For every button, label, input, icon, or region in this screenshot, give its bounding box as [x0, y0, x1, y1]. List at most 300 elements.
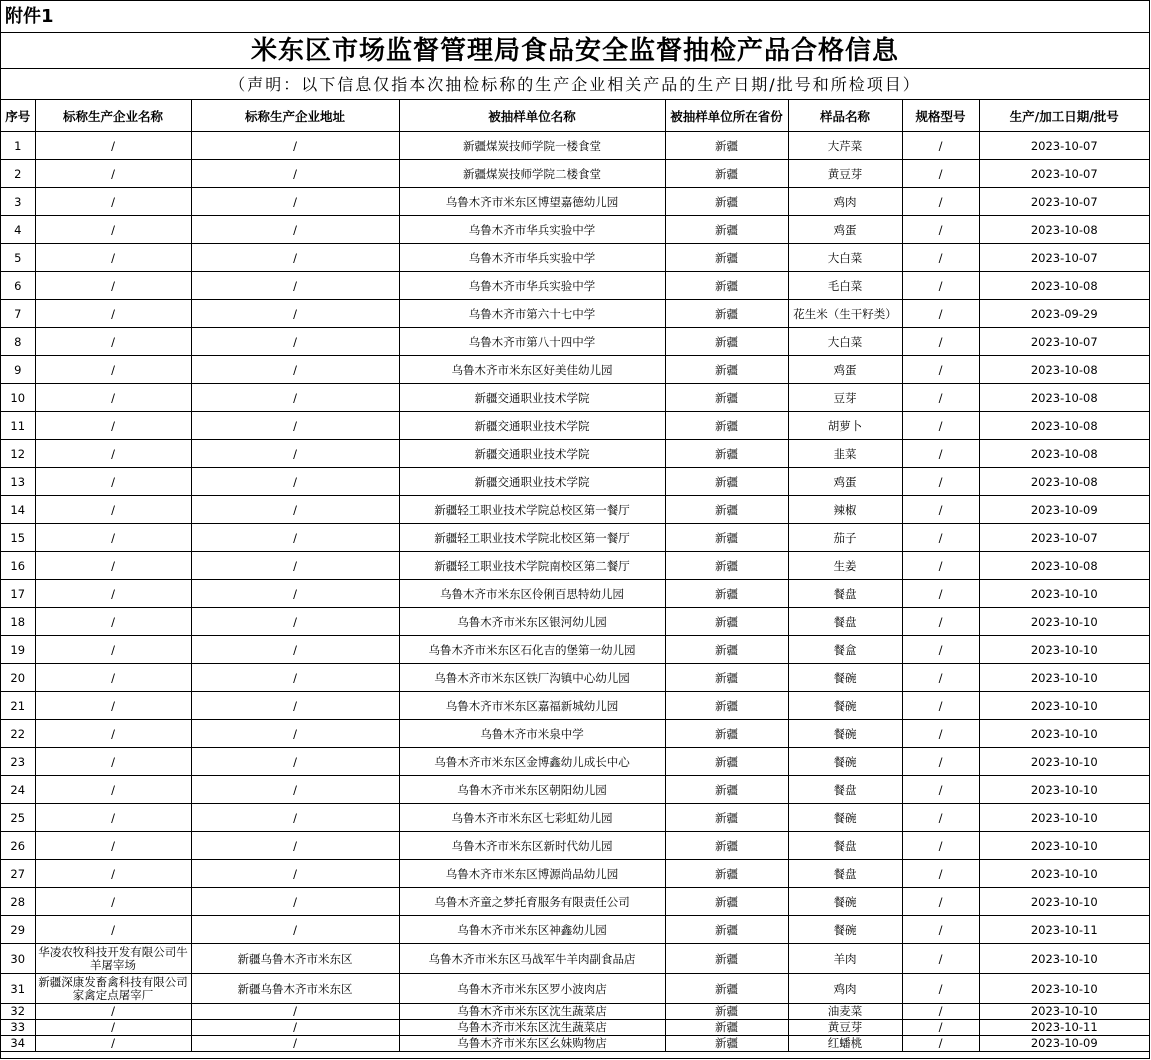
- cell-producer-name: /: [35, 860, 191, 888]
- cell-province: 新疆: [665, 776, 788, 804]
- cell-province: 新疆: [665, 832, 788, 860]
- cell-spec: /: [902, 384, 979, 412]
- cell-production-date: 2023-10-07: [979, 524, 1149, 552]
- cell-sampled-unit: 乌鲁木齐市米东区沈生蔬菜店: [399, 1004, 665, 1020]
- cell-sampled-unit: 乌鲁木齐市米东区好美佳幼儿园: [399, 356, 665, 384]
- table-row: [1, 580, 1149, 608]
- cell-row-index: 2: [1, 160, 35, 188]
- cell-producer-address: /: [191, 860, 399, 888]
- cell-province: 新疆: [665, 664, 788, 692]
- table-row: [1, 412, 1149, 440]
- header-cell-date: 生产/加工日期/批号: [979, 100, 1149, 132]
- cell-sample-name: 大芹菜: [788, 132, 902, 160]
- cell-row-index: 30: [1, 944, 35, 974]
- cell-producer-address: 新疆乌鲁木齐市米东区: [191, 974, 399, 1004]
- cell-producer-address: /: [191, 328, 399, 356]
- cell-sampled-unit: 乌鲁木齐市米泉中学: [399, 720, 665, 748]
- cell-spec: /: [902, 888, 979, 916]
- cell-producer-name: /: [35, 160, 191, 188]
- cell-production-date: 2023-10-09: [979, 1036, 1149, 1052]
- cell-sample-name: 餐盘: [788, 608, 902, 636]
- header-cell-province: 被抽样单位所在省份: [665, 100, 788, 132]
- cell-production-date: 2023-10-10: [979, 636, 1149, 664]
- cell-sampled-unit: 乌鲁木齐市米东区铁厂沟镇中心幼儿园: [399, 664, 665, 692]
- cell-province: 新疆: [665, 608, 788, 636]
- cell-sampled-unit: 新疆煤炭技师学院一楼食堂: [399, 132, 665, 160]
- cell-row-index: 19: [1, 636, 35, 664]
- cell-producer-address: /: [191, 384, 399, 412]
- cell-producer-name: /: [35, 356, 191, 384]
- cell-sampled-unit: 乌鲁木齐市华兵实验中学: [399, 216, 665, 244]
- cell-production-date: 2023-10-11: [979, 1020, 1149, 1036]
- cell-producer-name: /: [35, 832, 191, 860]
- cell-producer-address: /: [191, 664, 399, 692]
- cell-sample-name: 餐盘: [788, 832, 902, 860]
- cell-spec: /: [902, 216, 979, 244]
- cell-producer-address: /: [191, 608, 399, 636]
- cell-producer-address: /: [191, 636, 399, 664]
- cell-row-index: 20: [1, 664, 35, 692]
- table-row: [1, 720, 1149, 748]
- cell-producer-address: /: [191, 188, 399, 216]
- cell-province: 新疆: [665, 974, 788, 1004]
- cell-row-index: 1: [1, 132, 35, 160]
- cell-producer-address: /: [191, 804, 399, 832]
- cell-row-index: 14: [1, 496, 35, 524]
- cell-spec: /: [902, 944, 979, 974]
- cell-row-index: 34: [1, 1036, 35, 1052]
- cell-sampled-unit: 乌鲁木齐市米东区沈生蔬菜店: [399, 1020, 665, 1036]
- cell-province: 新疆: [665, 132, 788, 160]
- table-row: [1, 1020, 1149, 1036]
- cell-producer-name: /: [35, 916, 191, 944]
- cell-spec: /: [902, 832, 979, 860]
- cell-province: 新疆: [665, 160, 788, 188]
- cell-spec: /: [902, 776, 979, 804]
- header-row: [1, 100, 1149, 132]
- cell-sample-name: 鸡肉: [788, 974, 902, 1004]
- cell-producer-address: /: [191, 132, 399, 160]
- cell-province: 新疆: [665, 1036, 788, 1052]
- cell-sample-name: 餐碗: [788, 888, 902, 916]
- cell-sampled-unit: 乌鲁木齐市米东区神鑫幼儿园: [399, 916, 665, 944]
- cell-production-date: 2023-10-10: [979, 1004, 1149, 1020]
- cell-production-date: 2023-10-10: [979, 748, 1149, 776]
- cell-production-date: 2023-10-10: [979, 580, 1149, 608]
- cell-producer-name: /: [35, 804, 191, 832]
- cell-sampled-unit: 新疆煤炭技师学院二楼食堂: [399, 160, 665, 188]
- cell-province: 新疆: [665, 552, 788, 580]
- cell-producer-address: /: [191, 776, 399, 804]
- cell-sample-name: 羊肉: [788, 944, 902, 974]
- cell-spec: /: [902, 974, 979, 1004]
- cell-sampled-unit: 新疆轻工职业技术学院总校区第一餐厅: [399, 496, 665, 524]
- cell-spec: /: [902, 524, 979, 552]
- cell-sample-name: 胡萝卜: [788, 412, 902, 440]
- cell-spec: /: [902, 748, 979, 776]
- cell-spec: /: [902, 328, 979, 356]
- cell-production-date: 2023-10-07: [979, 132, 1149, 160]
- cell-province: 新疆: [665, 356, 788, 384]
- cell-sampled-unit: 乌鲁木齐市米东区幺妹购物店: [399, 1036, 665, 1052]
- cell-province: 新疆: [665, 300, 788, 328]
- table-row: [1, 524, 1149, 552]
- cell-sampled-unit: 新疆交通职业技术学院: [399, 384, 665, 412]
- table-row: [1, 244, 1149, 272]
- cell-row-index: 21: [1, 692, 35, 720]
- cell-production-date: 2023-10-07: [979, 328, 1149, 356]
- cell-sample-name: 红蟠桃: [788, 1036, 902, 1052]
- table-row: [1, 272, 1149, 300]
- table-body: [1, 132, 1149, 1052]
- cell-producer-address: /: [191, 748, 399, 776]
- cell-spec: /: [902, 552, 979, 580]
- cell-producer-name: /: [35, 552, 191, 580]
- cell-production-date: 2023-10-10: [979, 776, 1149, 804]
- header-cell-spec: 规格型号: [902, 100, 979, 132]
- cell-producer-name: /: [35, 664, 191, 692]
- table-row: [1, 916, 1149, 944]
- cell-producer-address: /: [191, 832, 399, 860]
- cell-province: 新疆: [665, 804, 788, 832]
- table-row: [1, 328, 1149, 356]
- cell-producer-address: /: [191, 720, 399, 748]
- cell-producer-address: /: [191, 272, 399, 300]
- cell-producer-address: /: [191, 1036, 399, 1052]
- cell-province: 新疆: [665, 1020, 788, 1036]
- cell-producer-name: /: [35, 300, 191, 328]
- table-row: [1, 384, 1149, 412]
- cell-row-index: 15: [1, 524, 35, 552]
- header-cell-index: 序号: [1, 100, 35, 132]
- cell-province: 新疆: [665, 524, 788, 552]
- table-row: [1, 356, 1149, 384]
- cell-sample-name: 餐盘: [788, 776, 902, 804]
- table-row: [1, 636, 1149, 664]
- cell-production-date: 2023-10-08: [979, 468, 1149, 496]
- cell-sampled-unit: 新疆交通职业技术学院: [399, 468, 665, 496]
- cell-row-index: 29: [1, 916, 35, 944]
- cell-sample-name: 餐碗: [788, 748, 902, 776]
- cell-spec: /: [902, 300, 979, 328]
- cell-producer-address: /: [191, 356, 399, 384]
- cell-production-date: 2023-10-10: [979, 860, 1149, 888]
- cell-sample-name: 餐盒: [788, 636, 902, 664]
- table-row: [1, 888, 1149, 916]
- cell-sampled-unit: 乌鲁木齐童之梦托育服务有限责任公司: [399, 888, 665, 916]
- cell-sampled-unit: 乌鲁木齐市米东区罗小波肉店: [399, 974, 665, 1004]
- cell-spec: /: [902, 720, 979, 748]
- cell-spec: /: [902, 860, 979, 888]
- cell-spec: /: [902, 916, 979, 944]
- cell-row-index: 23: [1, 748, 35, 776]
- cell-sample-name: 餐碗: [788, 804, 902, 832]
- cell-sample-name: 韭菜: [788, 440, 902, 468]
- cell-producer-name: /: [35, 1004, 191, 1020]
- cell-production-date: 2023-10-10: [979, 664, 1149, 692]
- cell-row-index: 28: [1, 888, 35, 916]
- cell-sampled-unit: 乌鲁木齐市米东区马战军牛羊肉副食品店: [399, 944, 665, 974]
- cell-sampled-unit: 新疆交通职业技术学院: [399, 412, 665, 440]
- cell-production-date: 2023-10-10: [979, 888, 1149, 916]
- cell-producer-address: /: [191, 216, 399, 244]
- cell-producer-name: /: [35, 468, 191, 496]
- table-row: [1, 216, 1149, 244]
- cell-producer-address: /: [191, 300, 399, 328]
- cell-sampled-unit: 乌鲁木齐市米东区新时代幼儿园: [399, 832, 665, 860]
- cell-production-date: 2023-10-11: [979, 916, 1149, 944]
- cell-sampled-unit: 新疆交通职业技术学院: [399, 440, 665, 468]
- cell-sample-name: 餐碗: [788, 692, 902, 720]
- table-row: [1, 300, 1149, 328]
- cell-sample-name: 黄豆芽: [788, 1020, 902, 1036]
- cell-producer-name: /: [35, 272, 191, 300]
- cell-producer-name: /: [35, 720, 191, 748]
- cell-sampled-unit: 新疆轻工职业技术学院北校区第一餐厅: [399, 524, 665, 552]
- cell-province: 新疆: [665, 244, 788, 272]
- cell-row-index: 3: [1, 188, 35, 216]
- cell-producer-name: 新疆深康发畜禽科技有限公司家禽定点屠宰厂: [35, 974, 191, 1004]
- cell-producer-address: /: [191, 160, 399, 188]
- cell-province: 新疆: [665, 384, 788, 412]
- cell-sampled-unit: 乌鲁木齐市米东区博望嘉德幼儿园: [399, 188, 665, 216]
- cell-row-index: 27: [1, 860, 35, 888]
- cell-spec: /: [902, 580, 979, 608]
- cell-province: 新疆: [665, 496, 788, 524]
- cell-producer-name: /: [35, 748, 191, 776]
- cell-producer-address: /: [191, 468, 399, 496]
- table-row: [1, 188, 1149, 216]
- cell-province: 新疆: [665, 468, 788, 496]
- inspection-table: [1, 100, 1149, 1052]
- cell-producer-name: /: [35, 496, 191, 524]
- table-row: [1, 974, 1149, 1004]
- cell-spec: /: [902, 160, 979, 188]
- cell-sample-name: 餐盘: [788, 580, 902, 608]
- cell-sampled-unit: 乌鲁木齐市米东区伶俐百思特幼儿园: [399, 580, 665, 608]
- cell-producer-name: 华凌农牧科技开发有限公司牛羊屠宰场: [35, 944, 191, 974]
- cell-spec: /: [902, 608, 979, 636]
- cell-production-date: 2023-10-10: [979, 608, 1149, 636]
- cell-row-index: 10: [1, 384, 35, 412]
- cell-spec: /: [902, 272, 979, 300]
- table-row: [1, 832, 1149, 860]
- cell-spec: /: [902, 804, 979, 832]
- cell-producer-address: /: [191, 692, 399, 720]
- cell-sample-name: 豆芽: [788, 384, 902, 412]
- cell-province: 新疆: [665, 720, 788, 748]
- cell-producer-name: /: [35, 188, 191, 216]
- table-row: [1, 496, 1149, 524]
- cell-production-date: 2023-09-29: [979, 300, 1149, 328]
- cell-province: 新疆: [665, 328, 788, 356]
- cell-producer-name: /: [35, 888, 191, 916]
- cell-sampled-unit: 新疆轻工职业技术学院南校区第二餐厅: [399, 552, 665, 580]
- table-row: [1, 860, 1149, 888]
- cell-producer-name: /: [35, 1020, 191, 1036]
- cell-production-date: 2023-10-08: [979, 272, 1149, 300]
- cell-spec: /: [902, 496, 979, 524]
- cell-producer-address: /: [191, 524, 399, 552]
- cell-producer-address: /: [191, 1020, 399, 1036]
- cell-production-date: 2023-10-09: [979, 496, 1149, 524]
- cell-row-index: 7: [1, 300, 35, 328]
- header-cell-producer-address: 标称生产企业地址: [191, 100, 399, 132]
- cell-production-date: 2023-10-08: [979, 440, 1149, 468]
- table-row: [1, 160, 1149, 188]
- table-row: [1, 776, 1149, 804]
- table-row: [1, 664, 1149, 692]
- cell-spec: /: [902, 132, 979, 160]
- cell-producer-name: /: [35, 244, 191, 272]
- cell-producer-name: /: [35, 524, 191, 552]
- cell-sample-name: 毛白菜: [788, 272, 902, 300]
- cell-producer-name: /: [35, 328, 191, 356]
- cell-producer-name: /: [35, 608, 191, 636]
- cell-sample-name: 辣椒: [788, 496, 902, 524]
- cell-province: 新疆: [665, 748, 788, 776]
- table-row: [1, 1036, 1149, 1052]
- cell-row-index: 24: [1, 776, 35, 804]
- cell-spec: /: [902, 356, 979, 384]
- cell-production-date: 2023-10-07: [979, 160, 1149, 188]
- cell-spec: /: [902, 412, 979, 440]
- cell-producer-name: /: [35, 1036, 191, 1052]
- cell-sampled-unit: 乌鲁木齐市米东区金博鑫幼儿成长中心: [399, 748, 665, 776]
- cell-production-date: 2023-10-10: [979, 692, 1149, 720]
- cell-row-index: 32: [1, 1004, 35, 1020]
- cell-row-index: 26: [1, 832, 35, 860]
- header-cell-sample-name: 样品名称: [788, 100, 902, 132]
- cell-production-date: 2023-10-07: [979, 188, 1149, 216]
- table-row: [1, 608, 1149, 636]
- cell-sampled-unit: 乌鲁木齐市华兵实验中学: [399, 244, 665, 272]
- cell-spec: /: [902, 440, 979, 468]
- cell-province: 新疆: [665, 188, 788, 216]
- cell-province: 新疆: [665, 412, 788, 440]
- cell-province: 新疆: [665, 216, 788, 244]
- disclaimer-notice: （声明：以下信息仅指本次抽检标称的生产企业相关产品的生产日期/批号和所检项目）: [1, 69, 1149, 100]
- cell-row-index: 31: [1, 974, 35, 1004]
- cell-production-date: 2023-10-08: [979, 412, 1149, 440]
- cell-row-index: 18: [1, 608, 35, 636]
- cell-producer-name: /: [35, 776, 191, 804]
- cell-sampled-unit: 乌鲁木齐市米东区博源尚品幼儿园: [399, 860, 665, 888]
- cell-sample-name: 大白菜: [788, 244, 902, 272]
- cell-production-date: 2023-10-08: [979, 356, 1149, 384]
- cell-sample-name: 油麦菜: [788, 1004, 902, 1020]
- cell-province: 新疆: [665, 1004, 788, 1020]
- cell-row-index: 33: [1, 1020, 35, 1036]
- cell-row-index: 22: [1, 720, 35, 748]
- cell-row-index: 11: [1, 412, 35, 440]
- cell-production-date: 2023-10-08: [979, 384, 1149, 412]
- cell-production-date: 2023-10-10: [979, 804, 1149, 832]
- cell-producer-name: /: [35, 384, 191, 412]
- cell-row-index: 5: [1, 244, 35, 272]
- cell-province: 新疆: [665, 272, 788, 300]
- cell-production-date: 2023-10-10: [979, 974, 1149, 1004]
- cell-producer-name: /: [35, 636, 191, 664]
- table-row: [1, 944, 1149, 974]
- cell-row-index: 12: [1, 440, 35, 468]
- header-cell-producer-name: 标称生产企业名称: [35, 100, 191, 132]
- cell-producer-address: /: [191, 440, 399, 468]
- cell-sample-name: 餐碗: [788, 664, 902, 692]
- cell-sample-name: 鸡蛋: [788, 468, 902, 496]
- cell-sample-name: 餐碗: [788, 916, 902, 944]
- cell-producer-address: /: [191, 552, 399, 580]
- cell-sample-name: 鸡蛋: [788, 356, 902, 384]
- cell-sampled-unit: 乌鲁木齐市米东区七彩虹幼儿园: [399, 804, 665, 832]
- cell-province: 新疆: [665, 860, 788, 888]
- cell-producer-name: /: [35, 440, 191, 468]
- cell-production-date: 2023-10-08: [979, 216, 1149, 244]
- cell-producer-name: /: [35, 692, 191, 720]
- cell-spec: /: [902, 664, 979, 692]
- cell-spec: /: [902, 1020, 979, 1036]
- cell-producer-address: /: [191, 916, 399, 944]
- cell-row-index: 6: [1, 272, 35, 300]
- cell-producer-address: 新疆乌鲁木齐市米东区: [191, 944, 399, 974]
- cell-sample-name: 茄子: [788, 524, 902, 552]
- table-row: [1, 748, 1149, 776]
- table-row: [1, 804, 1149, 832]
- cell-production-date: 2023-10-10: [979, 720, 1149, 748]
- cell-producer-name: /: [35, 132, 191, 160]
- cell-row-index: 25: [1, 804, 35, 832]
- table-row: [1, 440, 1149, 468]
- cell-producer-address: /: [191, 1004, 399, 1020]
- cell-producer-address: /: [191, 496, 399, 524]
- table-row: [1, 1004, 1149, 1020]
- cell-row-index: 13: [1, 468, 35, 496]
- cell-spec: /: [902, 468, 979, 496]
- cell-spec: /: [902, 1036, 979, 1052]
- cell-sample-name: 黄豆芽: [788, 160, 902, 188]
- cell-production-date: 2023-10-10: [979, 832, 1149, 860]
- cell-province: 新疆: [665, 636, 788, 664]
- cell-production-date: 2023-10-08: [979, 552, 1149, 580]
- cell-row-index: 9: [1, 356, 35, 384]
- cell-province: 新疆: [665, 944, 788, 974]
- cell-production-date: 2023-10-07: [979, 244, 1149, 272]
- cell-province: 新疆: [665, 888, 788, 916]
- cell-province: 新疆: [665, 692, 788, 720]
- cell-spec: /: [902, 1004, 979, 1020]
- cell-producer-address: /: [191, 580, 399, 608]
- header-cell-sampled-unit: 被抽样单位名称: [399, 100, 665, 132]
- cell-sampled-unit: 乌鲁木齐市第八十四中学: [399, 328, 665, 356]
- cell-sample-name: 鸡蛋: [788, 216, 902, 244]
- cell-sample-name: 餐盘: [788, 860, 902, 888]
- table-row: [1, 552, 1149, 580]
- page-title: 米东区市场监督管理局食品安全监督抽检产品合格信息: [1, 33, 1149, 69]
- cell-producer-address: /: [191, 244, 399, 272]
- cell-producer-name: /: [35, 580, 191, 608]
- cell-producer-address: /: [191, 888, 399, 916]
- cell-spec: /: [902, 244, 979, 272]
- cell-sampled-unit: 乌鲁木齐市第六十七中学: [399, 300, 665, 328]
- table-row: [1, 132, 1149, 160]
- cell-sampled-unit: 乌鲁木齐市米东区朝阳幼儿园: [399, 776, 665, 804]
- cell-sample-name: 生姜: [788, 552, 902, 580]
- cell-spec: /: [902, 636, 979, 664]
- cell-row-index: 16: [1, 552, 35, 580]
- cell-spec: /: [902, 188, 979, 216]
- cell-sampled-unit: 乌鲁木齐市米东区银河幼儿园: [399, 608, 665, 636]
- cell-province: 新疆: [665, 916, 788, 944]
